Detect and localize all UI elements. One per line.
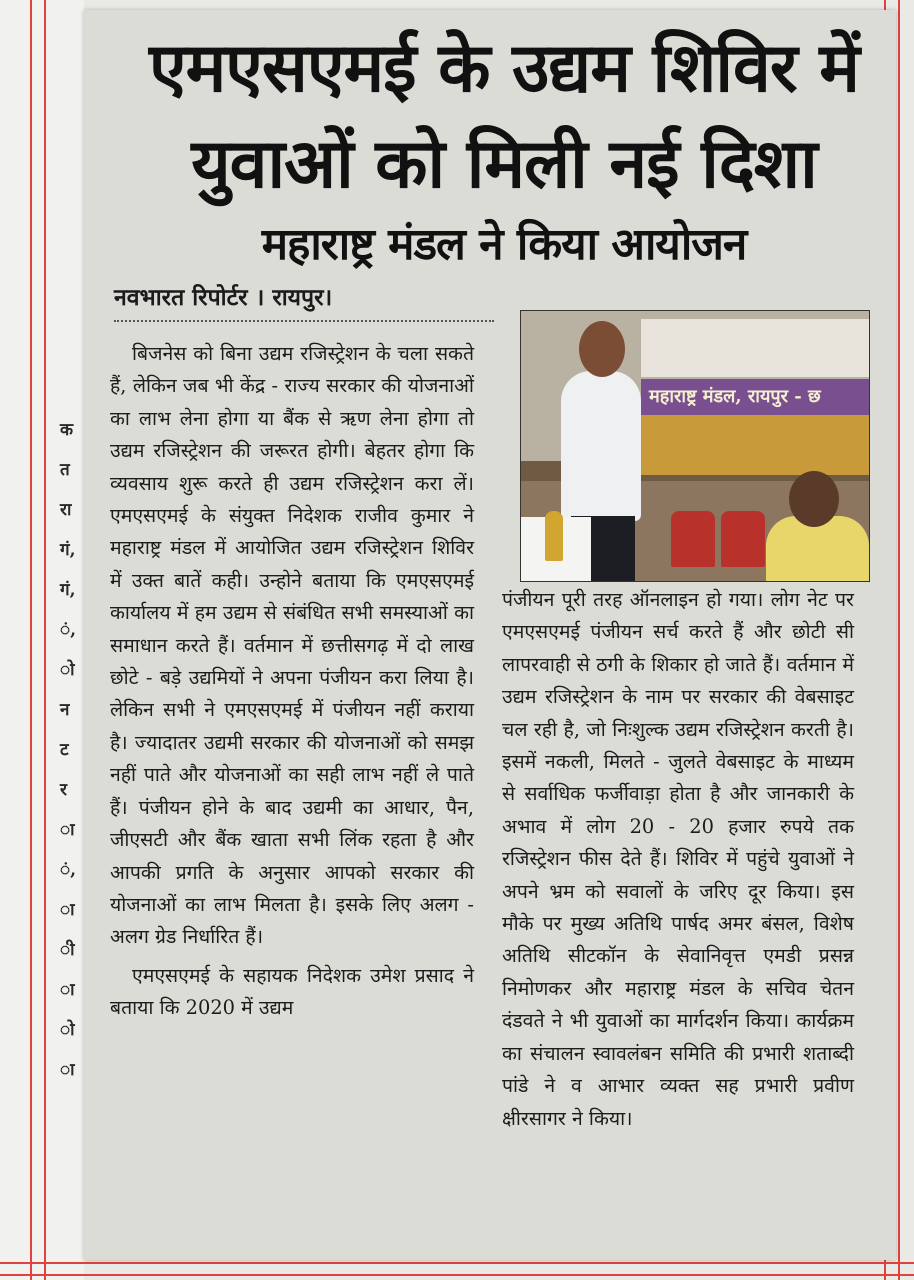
adjacent-page-fragments (60, 410, 76, 1090)
speaker-head (579, 321, 625, 377)
headline-line-2: युवाओं को मिली नई दिशा (191, 124, 817, 204)
photo-banner: महाराष्ट्र मंडल, रायपुर - छ (641, 379, 869, 415)
adjacent-page-fragment: ो (60, 660, 75, 680)
adjacent-page-fragment: क (60, 420, 74, 440)
subheadline: महाराष्ट्र मंडल ने किया आयोजन (261, 219, 747, 270)
adjacent-page-fragment: ी (60, 940, 75, 960)
margin-line (44, 0, 46, 1280)
chair (721, 511, 765, 567)
margin-line (0, 1262, 914, 1264)
adjacent-page-fragment: गं, (60, 540, 76, 560)
adjacent-page-fragment: गं, (60, 580, 76, 600)
article-column-right (502, 584, 854, 1135)
adjacent-page-fragment: ट (60, 740, 69, 760)
adjacent-page-fragment: ो (60, 1020, 75, 1040)
article-paragraph: बिजनेस को बिना उद्यम रजिस्ट्रेशन के चला सकते हैं, लेकिन जब भी केंद्र - राज्य सरकार की योजनाओं का लाभ लेना होगा या बैंक से ऋण लेना होगा तो उद्यम रजिस्ट्रेशन की जरूरत होगी। बेहतर होगा कि व्यवसाय शुरू करते ही उद्यम रजिस्ट्रेशन करा लें। एमएसएमई के संयुक्त निदेशक राजीव कुमार ने महाराष्ट्र मंडल में आयोजित उद्यम रजिस्ट्रेशन शिविर में उक्त बातें कही। उन्होने बताया कि एमएसएमई कार्यालय में हम उद्यम से संबंधित सभी समस्याओं का समाधान करते हैं। वर्तमान में छत्तीसगढ़ में दो लाख छोटे - बड़े उद्यमियों ने अपना पंजीयन करा लिया है। लेकिन सभी ने एमएसएमई में पंजीयन नहीं कराया है। ज्यादातर उद्यमी सरकार की योजनाओं को समझ नहीं पाते और योजनाओं का सही लाभ नहीं ले पाते हैं। पंजीयन होने के बाद उद्यमी का आधार, पैन, जीएसटी और बैंक खाता सभी लिंक रहता है और आपकी प्रगति के अनुसार आपको सरकार की योजनाओं का लाभ मिलता है। इसके लिए अलग - अलग ग्रेड निर्धारित हैं। (110, 342, 474, 949)
speaker-figure (561, 371, 641, 521)
newspaper-clipping (84, 10, 896, 1260)
adjacent-page-fragment: ं, (60, 860, 77, 880)
dateline-divider (114, 320, 494, 322)
article-paragraph: पंजीयन पूरी तरह ऑनलाइन हो गया। लोग नेट पर एमएसएमई पंजीयन सर्च करते हैं और छोटी सी लापरवाही से ठगी के शिकार हो जाते हैं। वर्तमान में उद्यम रजिस्ट्रेशन के नाम पर सरकार की वेबसाइट चल रही है, जो निःशुल्क उद्यम रजिस्ट्रेशन करती है। इसमें नकली, मिलते - जुलते वेबसाइट के माध्यम से सर्वाधिक फर्जीवाड़ा होता है और जानकारी के अभाव में लोग 20 - 20 हजार रुपये तक रजिस्ट्रेशन फीस देते हैं। शिविर में पहुंचे युवाओं ने अपने भ्रम को सवालों के जरिए दूर किया। इस मौके पर मुख्य अतिथि पार्षद अमर बंसल, विशेष अतिथि सीटकॉन के सेवानिवृत्त एमडी प्रसन्न निमोणकर और महाराष्ट्र मंडल के सचिव चेतन दंडवते ने भी युवाओं का मार्गदर्शन किया। कार्यक्रम का संचालन स्वावलंबन समिति की प्रभारी शताब्दी पांडे ने व आभार व्यक्त सह प्रभारी प्रवीण क्षीरसागर ने किया। (502, 588, 854, 1130)
adjacent-page-fragment: ा (60, 1060, 75, 1080)
margin-line (898, 0, 900, 1280)
margin-line (0, 1274, 914, 1276)
adjacent-page-fragment: ं, (60, 620, 77, 640)
chair (671, 511, 715, 567)
headline-line-1: एमएसएमई के उद्यम शिविर में (149, 28, 859, 108)
event-photo (520, 310, 870, 582)
adjacent-page-fragment: र (60, 780, 67, 800)
adjacent-page-fragment: रा (60, 500, 72, 520)
adjacent-page-strip (0, 0, 84, 1280)
adjacent-page-fragment: ा (60, 820, 75, 840)
adjacent-page-fragment: न (60, 700, 70, 720)
adjacent-page-fragment: ा (60, 900, 75, 920)
adjacent-page-fragment: त (60, 460, 70, 480)
adjacent-page-fragment: ा (60, 980, 75, 1000)
photo-curtain (641, 415, 869, 475)
guest-head (789, 471, 839, 527)
margin-line (30, 0, 32, 1280)
trophy (545, 511, 563, 561)
article-paragraph: एमएसएमई के सहायक निदेशक उमेश प्रसाद ने बताया कि 2020 में उद्यम (110, 963, 474, 1020)
article-column-left (110, 338, 474, 1025)
photo-banner-top (641, 319, 869, 377)
dateline: नवभारत रिपोर्टर । रायपुर। (114, 284, 333, 311)
